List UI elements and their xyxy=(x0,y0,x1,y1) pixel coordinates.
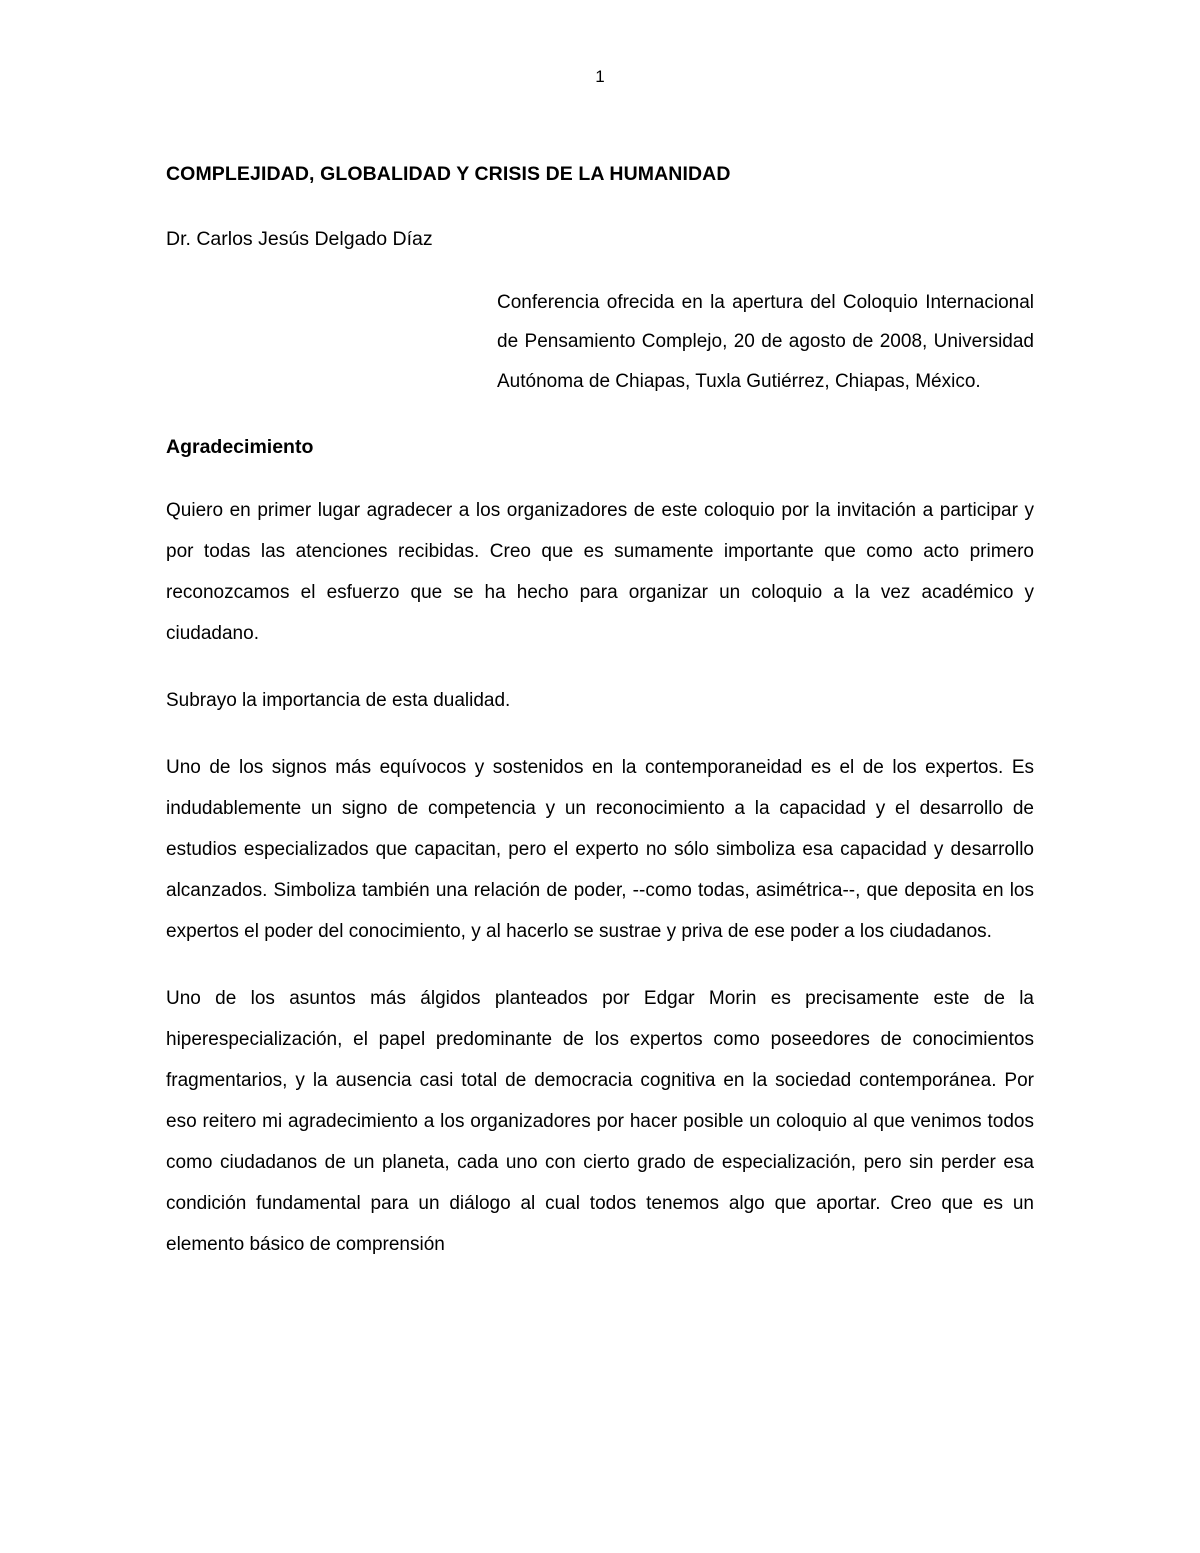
section-heading-agradecimiento: Agradecimiento xyxy=(166,436,314,458)
conference-note: Conferencia ofrecida en la apertura del Coloquio Internacional de Pensamiento Complejo, 20 de agosto de 2008, Universidad Autónoma de Chiapas, Tuxla Gutiérrez, Chiapas, México. xyxy=(497,291,1034,392)
document-body xyxy=(166,160,1034,1265)
page-title: COMPLEJIDAD, GLOBALIDAD Y CRISIS DE LA HUMANIDAD xyxy=(166,163,731,185)
paragraph: Quiero en primer lugar agradecer a los organizadores de este coloquio por la invitación a participar y por todas las atenciones recibidas. Creo que es sumamente importante que como acto primero reconozcamos el esfuerzo que se ha hecho para organizar un coloquio a la vez académico y ciudadano. xyxy=(166,500,1034,645)
paragraph: Subrayo la importancia de esta dualidad. xyxy=(166,690,511,712)
paragraph: Uno de los asuntos más álgidos planteados por Edgar Morin es precisamente este de la hiperespecialización, el papel predominante de los expertos como poseedores de conocimientos fragmentarios, y la ausencia casi total de democracia cognitiva en la sociedad contemporánea. Por eso reitero mi agradecimiento a los organizadores por hacer posible un coloquio al que venimos todos como ciudadanos de un planeta, cada uno con cierto grado de especialización, pero sin perder esa condición fundamental para un diálogo al cual todos tenemos algo que aportar. Creo que es un elemento básico de comprensión xyxy=(166,988,1034,1256)
paragraph: Uno de los signos más equívocos y sostenidos en la contemporaneidad es el de los expertos. Es indudablemente un signo de competencia y un reconocimiento a la capacidad y el desarrollo de estudios especializados que capacitan, pero el experto no sólo simboliza esa capacidad y desarrollo alcanzados. Simboliza también una relación de poder, --como todas, asimétrica--, que deposita en los expertos el poder del conocimiento, y al hacerlo se sustrae y priva de ese poder a los ciudadanos. xyxy=(166,757,1034,943)
page-number: 1 xyxy=(595,67,605,86)
author-name: Dr. Carlos Jesús Delgado Díaz xyxy=(166,228,433,251)
